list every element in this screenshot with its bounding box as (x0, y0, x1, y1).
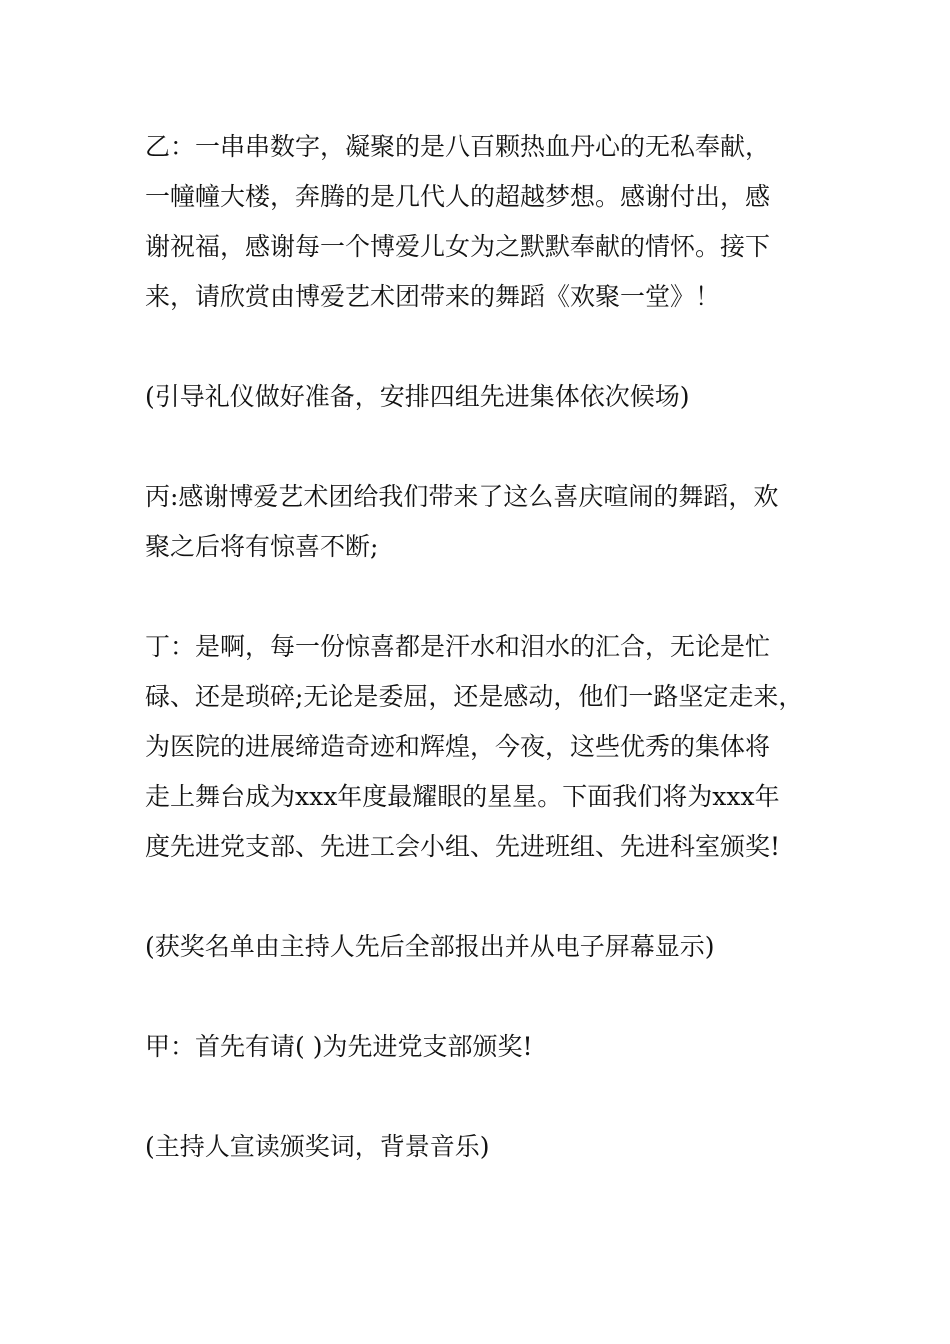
paragraph-ding-speech (145, 622, 835, 872)
text-line: 来，请欣赏由博爱艺术团带来的舞蹈《欢聚一堂》！ (145, 282, 721, 311)
stage-direction-award-citation (145, 1122, 835, 1172)
text-line: (获奖名单由主持人先后全部报出并从电子屏幕显示) (145, 932, 715, 961)
text-line: 谢祝福，感谢每一个博爱儿女为之默默奉献的情怀。接下 (145, 232, 771, 261)
stage-direction-winners-list (145, 922, 835, 972)
text-line: (主持人宣读颁奖词，背景音乐) (145, 1132, 490, 1161)
paragraph-spacer (145, 322, 835, 372)
stage-direction-ushers (145, 372, 835, 422)
paragraph-spacer (145, 872, 835, 922)
text-line: 聚之后将有惊喜不断; (145, 532, 379, 561)
text-line: 一幢幢大楼，奔腾的是几代人的超越梦想。感谢付出，感 (145, 182, 771, 211)
text-line: 乙：一串串数字，凝聚的是八百颗热血丹心的无私奉献， (145, 132, 771, 161)
document-body (145, 122, 835, 1172)
paragraph-spacer (145, 1072, 835, 1122)
text-line: 度先进党支部、先进工会小组、先进班组、先进科室颁奖! (145, 832, 781, 861)
paragraph-bing-speech (145, 472, 835, 572)
text-line: 丁：是啊，每一份惊喜都是汗水和泪水的汇合，无论是忙 (145, 632, 771, 661)
paragraph-jia-speech (145, 1022, 835, 1072)
paragraph-spacer (145, 572, 835, 622)
text-line: 甲：首先有请( )为先进党支部颁奖! (145, 1032, 533, 1061)
paragraph-yi-speech (145, 122, 835, 322)
text-line: 碌、还是琐碎;无论是委屈，还是感动，他们一路坚定走来， (145, 682, 804, 711)
text-line: 走上舞台成为xxx年度最耀眼的星星。下面我们将为xxx年 (145, 782, 780, 811)
paragraph-spacer (145, 422, 835, 472)
text-line: 为医院的进展缔造奇迹和辉煌，今夜，这些优秀的集体将 (145, 732, 771, 761)
text-line: 丙:感谢博爱艺术团给我们带来了这么喜庆喧闹的舞蹈，欢 (145, 482, 779, 511)
text-line: (引导礼仪做好准备，安排四组先进集体依次候场) (145, 382, 690, 411)
paragraph-spacer (145, 972, 835, 1022)
